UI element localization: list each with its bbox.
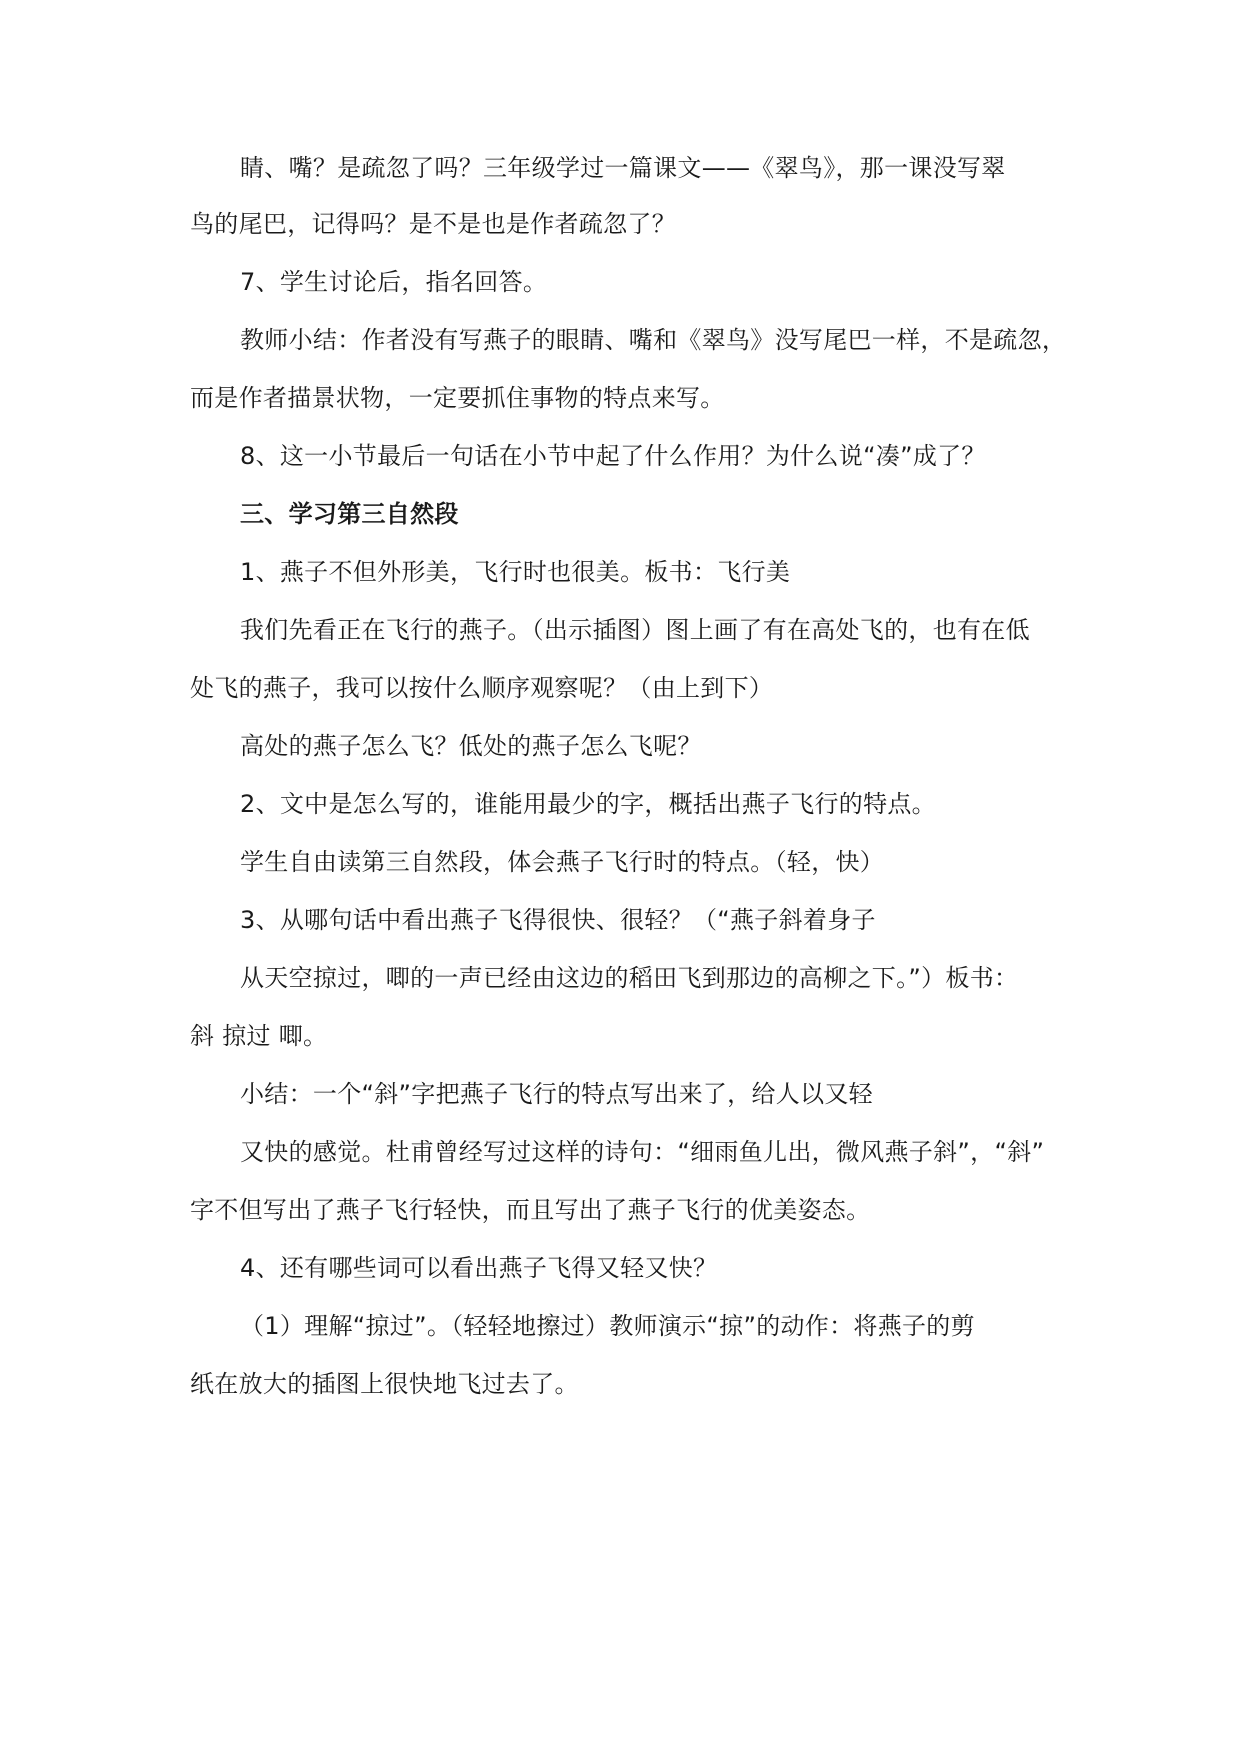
paragraph-line: 从天空掠过，唧的一声已经由这边的稻田飞到那边的高柳之下。”）板书：: [240, 964, 1019, 992]
paragraph-line: 处飞的燕子，我可以按什么顺序观察呢？（由上到下）: [190, 674, 774, 702]
paragraph-line: 字不但写出了燕子飞行轻快，而且写出了燕子飞行的优美姿态。: [190, 1196, 871, 1224]
paragraph-line: 4、还有哪些词可以看出燕子飞得又轻又快？: [240, 1254, 718, 1282]
section-heading: 三、学习第三自然段: [240, 500, 459, 528]
paragraph-line: 1、燕子不但外形美，飞行时也很美。板书：飞行美: [240, 558, 791, 586]
paragraph-line: 2、文中是怎么写的，谁能用最少的字，概括出燕子飞行的特点。: [240, 790, 936, 818]
paragraph-line: 鸟的尾巴，记得吗？是不是也是作者疏忽了？: [190, 210, 676, 238]
paragraph-line: 高处的燕子怎么飞？低处的燕子怎么飞呢？: [240, 732, 702, 760]
paragraph-line: 小结：一个“斜”字把燕子飞行的特点写出来了，给人以又轻: [240, 1080, 873, 1108]
paragraph-line: 而是作者描景状物，一定要抓住事物的特点来写。: [190, 384, 725, 412]
paragraph-line: 纸在放大的插图上很快地飞过去了。: [190, 1370, 579, 1398]
paragraph-line: 学生自由读第三自然段，体会燕子飞行时的特点。（轻，快）: [240, 848, 885, 876]
paragraph-line: 睛、嘴？是疏忽了吗？三年级学过一篇课文——《翠鸟》，那一课没写翠: [240, 154, 1006, 182]
paragraph-line: 3、从哪句话中看出燕子飞得很快、很轻？（“燕子斜着身子: [240, 906, 876, 934]
paragraph-line: 又快的感觉。杜甫曾经写过这样的诗句：“细雨鱼儿出，微风燕子斜”，“斜”: [240, 1138, 1045, 1166]
paragraph-line: 7、学生讨论后，指名回答。: [240, 268, 548, 296]
paragraph-line: 斜 掠过 唧。: [190, 1022, 328, 1050]
paragraph-line: 教师小结：作者没有写燕子的眼睛、嘴和《翠鸟》没写尾巴一样，不是疏忽，: [240, 326, 1067, 354]
paragraph-line: 我们先看正在飞行的燕子。（出示插图）图上画了有在高处飞的，也有在低: [240, 616, 1030, 644]
paragraph-line: （1）理解“掠过”。（轻轻地擦过）教师演示“掠”的动作：将燕子的剪: [240, 1312, 975, 1340]
paragraph-line: 8、这一小节最后一句话在小节中起了什么作用？为什么说“凑”成了？: [240, 442, 986, 470]
